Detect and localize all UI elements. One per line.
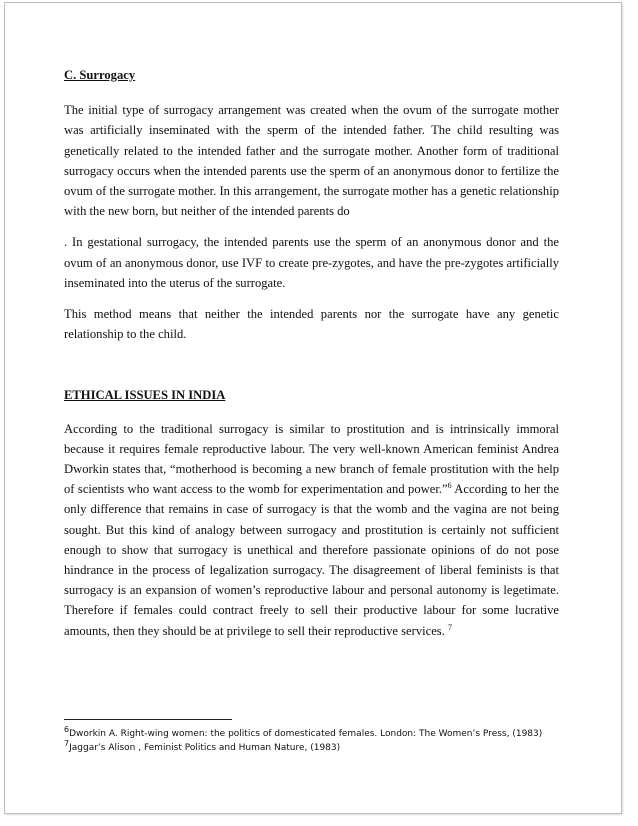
footnote-7 <box>64 741 584 755</box>
footnote-number: 7 <box>64 739 70 748</box>
section-heading-ethical-issues: ETHICAL ISSUES IN INDIA <box>64 388 226 403</box>
page-body <box>64 65 559 641</box>
footnote-separator <box>64 719 232 720</box>
paragraph-traditional-surrogacy: The initial type of surrogacy arrangement was created when the ovum of the surrogate mother was artificially inseminated with the sperm of the intended father. The child resulting was genetically related to the intended father and the surrogate mother. Another form of traditional surrogacy occurs when the intended parents use the sperm of an anonymous donor to fertilize the ovum of the surrogate mother. In this arrangement, the surrogate mother has a genetic relationship with the new born, but neither of the intended parents do <box>64 103 559 219</box>
footnote-ref-7[interactable]: 7 <box>448 622 453 632</box>
paragraph-gestational-surrogacy: . In gestational surrogacy, the intended parents use the sperm of an anonymous donor and the ovum of an anonymous donor, use IVF to create pre-zygotes, and have the pre-zygotes artificially inseminated into the uterus of the surrogate. <box>64 235 559 290</box>
section-heading-surrogacy: C. Surrogacy <box>64 68 136 82</box>
footnote-text: Dworkin A. Right-wing women: the politics of domesticated females. London: The Women’s Press, (1983) <box>69 729 543 739</box>
footnote-6 <box>64 727 584 741</box>
paragraph-ethical-issues <box>64 419 559 641</box>
document-page <box>4 2 622 814</box>
footnotes <box>64 727 584 755</box>
ethics-text-part1: According to the traditional surrogacy is similar to prostitution and is intrinsically immoral because it requires female reproductive labour. The very well-known American feminist Andrea Dworkin states that, “motherhood is becoming a new branch of female prostitution with the help of scientists who want access to the womb for experimentation and power.” <box>64 421 559 497</box>
footnote-ref-6[interactable]: 6 <box>447 481 452 491</box>
footnote-number: 6 <box>64 725 70 734</box>
paragraph-genetic-relationship: This method means that neither the intended parents nor the surrogate have any genetic relationship to the child. <box>64 307 559 342</box>
footnote-text: Jaggar’s Alison , Feminist Politics and Human Nature, (1983) <box>69 743 341 753</box>
ethics-text-part2: According to her the only difference that remains in case of surrogacy is that the womb and the vagina are not being sought. But this kind of analogy between surrogacy and prostitution is certainly not sufficient enough to show that surrogacy is unethical and therefore passionate opinions of do not pose hindrance in the process of legalization surrogacy. The disagreement of liberal feminists is that surrogacy is an expansion of women’s reproductive labour and personal autonomy is legetimate. Therefore if females could contract freely to sell their productive labour for some lucrative amounts, then they should be at privilege to sell their reproductive services. <box>64 482 559 638</box>
